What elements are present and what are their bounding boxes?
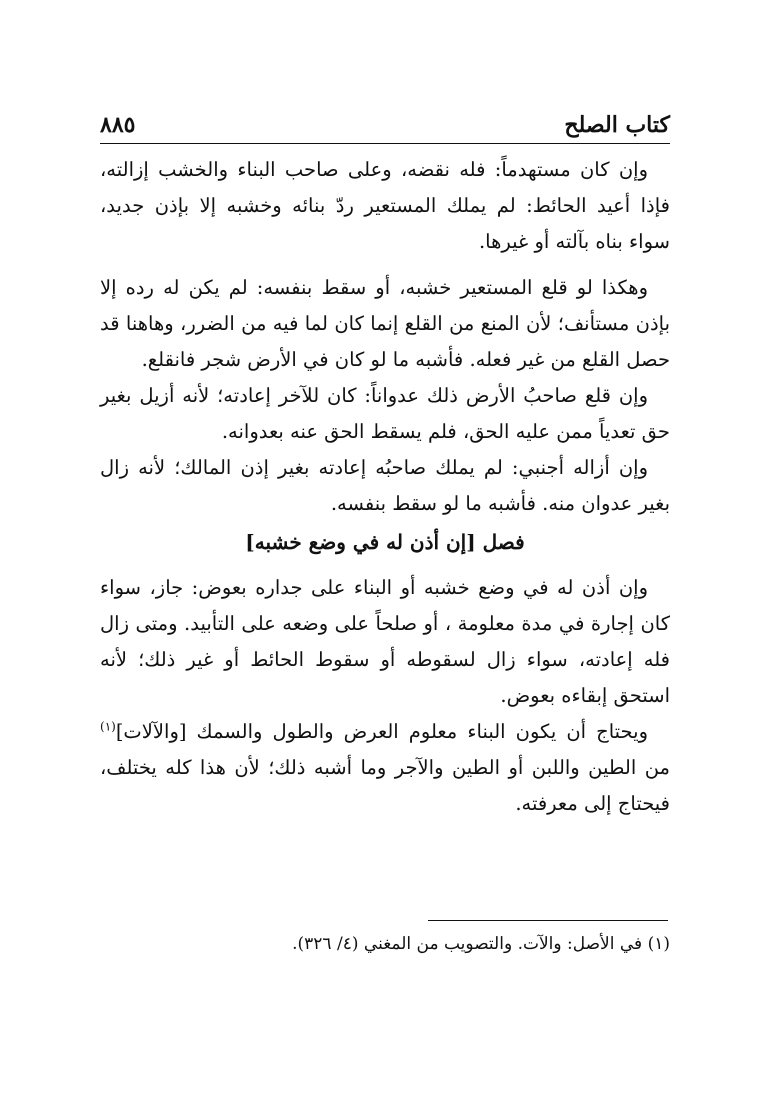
paragraph: وإن كان مستهدماً: فله نقضه، وعلى صاحب البناء والخشب إزالته، فإذا أعيد الحائط: لم يملك المستعير ردّ بنائه وخشبه إلا بإذن جديد، سواء بناه بآلته أو غيرها.: [100, 158, 670, 253]
paragraph: وإن أذن له في وضع خشبه أو البناء على جداره بعوض: جاز، سواء كان إجارة في مدة معلومة ، أو صلحاً على وضعه على التأبيد. ومتى زال فله إعادته، سواء زال لسقوطه أو سقوط الحائط أو غير ذلك؛ لأنه استحق إبقاءه بعوض.: [100, 576, 670, 707]
paragraph-text: من الطين واللبن أو الطين والآجر وما أشبه ذلك؛ لأن هذا كله يختلف، فيحتاج إلى معرفته.: [100, 756, 670, 815]
header-rule: [100, 143, 670, 144]
footnote: (١) في الأصل: والآت. والتصويب من المغني (٤/ ٣٢٦).: [292, 934, 670, 954]
main-text: [100, 152, 670, 822]
running-head: [100, 112, 670, 144]
book-title: كتاب الصلح: [564, 112, 670, 138]
footnote-rule: [428, 920, 668, 921]
paragraph-with-footnote: [100, 714, 670, 822]
paragraph: وإن قلع صاحبُ الأرض ذلك عدواناً: كان للآخر إعادته؛ لأنه أزيل بغير حق تعدياً ممن عليه الحق، فلم يسقط الحق عنه بعدوانه.: [100, 384, 670, 443]
paragraph: وهكذا لو قلع المستعير خشبه، أو سقط بنفسه: لم يكن له رده إلا بإذن مستأنف؛ لأن المنع من القلع إنما كان لما فيه من الضرر، وهاهنا قد حصل القلع من غير فعله. فأشبه ما لو كان في الأرض شجر فانقلع.: [100, 276, 670, 371]
section-heading: فصل [إن أذن له في وضع خشبه]: [245, 530, 525, 554]
paragraph: وإن أزاله أجنبي: لم يملك صاحبُه إعادته بغير إذن المالك؛ لأنه زال بغير عدوان منه. فأشبه ما لو سقط بنفسه.: [100, 456, 670, 515]
paragraph-text: ويحتاج أن يكون البناء معلوم العرض والطول والسمك [والآلات]: [115, 720, 648, 743]
page-number: ٨٨٥: [100, 112, 136, 138]
footnote-reference[interactable]: (١): [100, 719, 116, 734]
